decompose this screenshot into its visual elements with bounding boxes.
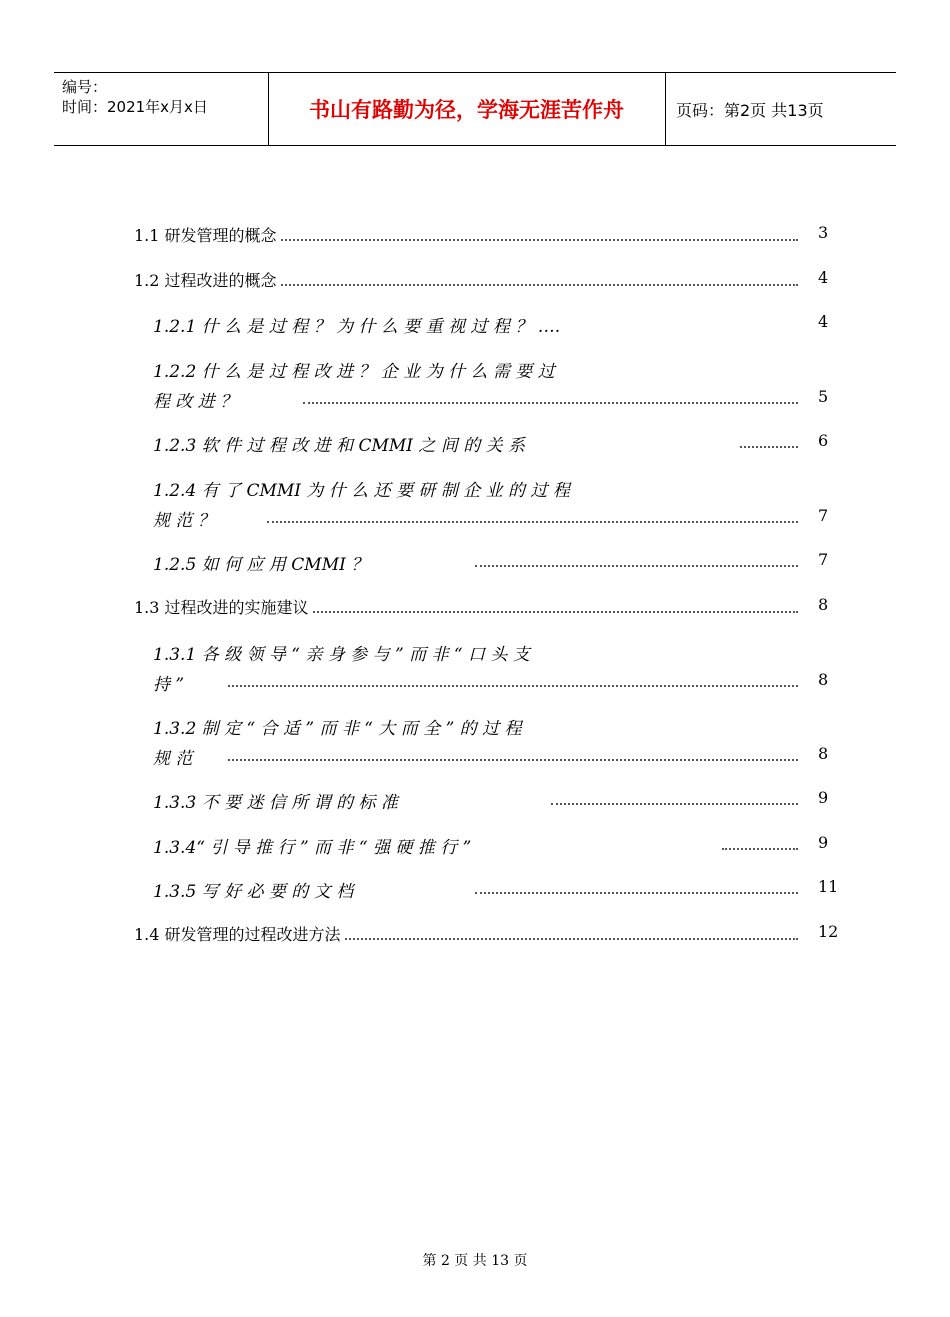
toc-entry-text[interactable]: 1.3.1 各 级 领 导 “ 亲 身 参 与 ” 而 非 “ 口 头 支	[153, 645, 530, 665]
toc-leader-dots	[267, 521, 798, 523]
toc-leader-dots	[228, 759, 798, 761]
toc-page-number: 9	[818, 788, 829, 807]
toc-leader-dots	[303, 402, 798, 404]
toc-entry-text-cont[interactable]: 程 改 进 ？	[153, 392, 238, 412]
toc-entry-text-cont[interactable]: 规 范	[153, 749, 193, 769]
header-motto: 书山有路勤为径，学海无涯苦作舟	[268, 73, 666, 145]
toc-entry-text[interactable]: 1.2.1 什 么 是 过 程 ？ 为 什 么 要 重 视 过 程 ？ ….	[153, 317, 561, 337]
toc-page-number: 8	[818, 595, 829, 614]
toc-page-number: 9	[818, 833, 829, 852]
header-page-label: 页码：第2页 共13页	[676, 100, 824, 120]
toc-entry-text[interactable]: 1.3.5 写 好 必 要 的 文 档	[153, 882, 354, 902]
page-footer: 第 2 页 共 13 页	[422, 1253, 528, 1269]
toc-leader-dots	[228, 685, 798, 687]
toc-entry[interactable]	[134, 223, 798, 247]
toc-entry-text: 1.3 过程改进的实施建议	[134, 595, 311, 618]
toc-leader-dots	[475, 892, 798, 894]
toc-entry[interactable]	[134, 922, 798, 946]
toc-page-number: 4	[818, 268, 829, 287]
time-label: 时间：2021年x月x日	[62, 98, 208, 116]
toc-entry-text[interactable]: 1.2.5 如 何 应 用 CMMI ？	[153, 555, 369, 575]
toc-page-number: 4	[818, 312, 829, 331]
toc-page-number: 8	[818, 744, 829, 763]
number-label: 编号：	[62, 78, 108, 96]
toc-entry-text[interactable]: 1.3.3 不 要 迷 信 所 谓 的 标 准	[153, 793, 398, 813]
toc-leader-dots	[475, 565, 798, 567]
toc-page-number: 8	[818, 670, 829, 689]
toc-entry[interactable]	[134, 595, 798, 619]
toc-leader-dots	[722, 848, 798, 850]
toc-page-number: 3	[818, 223, 829, 242]
toc-entry-text: 1.4 研发管理的过程改进方法	[134, 922, 343, 945]
toc-page-number: 12	[818, 922, 839, 941]
toc-page-number: 5	[818, 387, 829, 406]
toc-entry-text[interactable]: 1.2.4 有 了 CMMI 为 什 么 还 要 研 制 企 业 的 过 程	[153, 481, 570, 501]
toc-leader-dots	[740, 446, 798, 448]
toc-entry[interactable]	[134, 268, 798, 292]
toc-leader-dots	[551, 803, 798, 805]
toc-entry-text-cont[interactable]: 规 范 ？	[153, 511, 215, 531]
toc-entry-text: 1.1 研发管理的概念	[134, 223, 279, 246]
toc-entry-text[interactable]: 1.3.4“ 引 导 推 行 ” 而 非 “ 强 硬 推 行 ”	[153, 838, 472, 858]
toc-entry-text-cont[interactable]: 持 ”	[153, 675, 185, 695]
toc-page-number: 7	[818, 550, 829, 569]
toc-entry-text[interactable]: 1.2.3 软 件 过 程 改 进 和 CMMI 之 间 的 关 系	[153, 436, 526, 456]
toc-page-number: 6	[818, 431, 829, 450]
toc-entry-text: 1.2 过程改进的概念	[134, 268, 279, 291]
toc-entry-text[interactable]: 1.2.2 什 么 是 过 程 改 进 ？ 企 业 为 什 么 需 要 过	[153, 362, 555, 382]
toc-page-number: 7	[818, 506, 829, 525]
toc-entry-text[interactable]: 1.3.2 制 定 “ 合 适 ” 而 非 “ 大 而 全 ” 的 过 程	[153, 719, 522, 739]
toc-page-number: 11	[818, 877, 839, 896]
